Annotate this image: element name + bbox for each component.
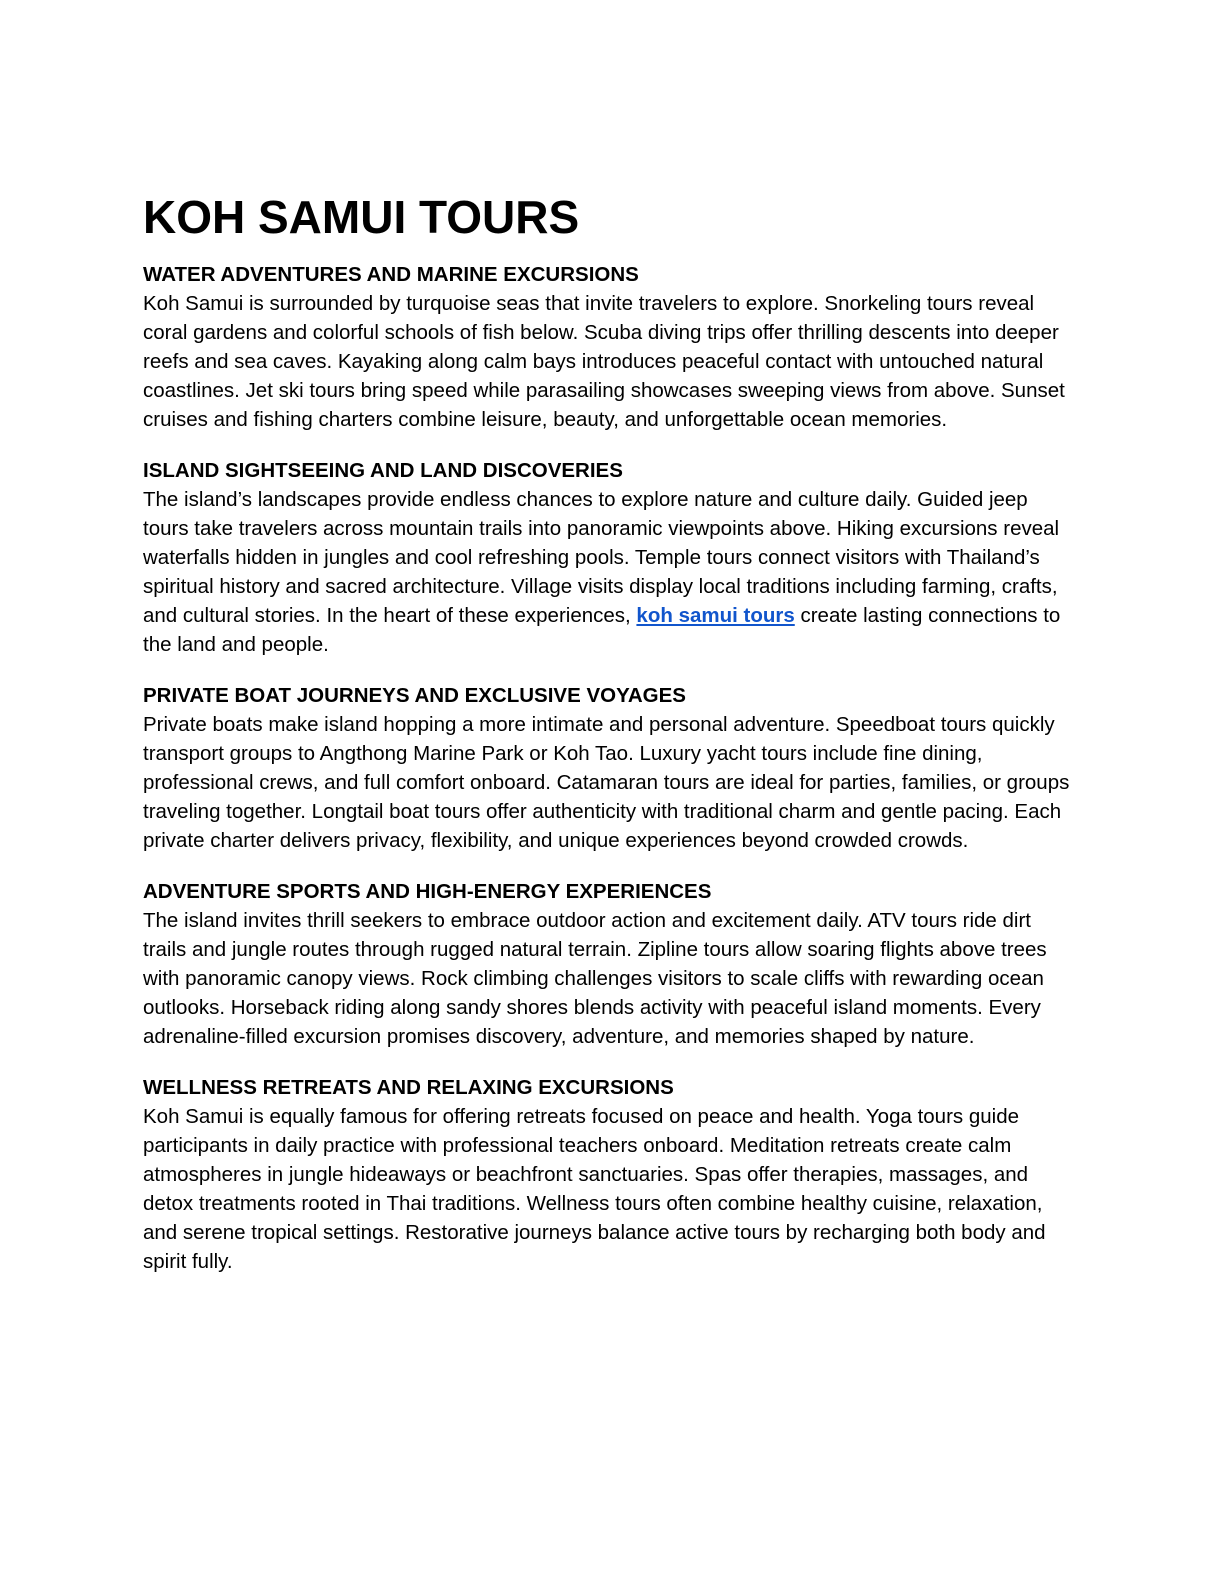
section-body: The island invites thrill seekers to embrace outdoor action and excitement daily. ATV tours ride dirt trails and jungle routes through rugged natural terrain. Zipline tours allow soaring flights above trees with panoramic canopy views. Rock climbing challenges visitors to scale cliffs with rewarding ocean outlooks. Horseback riding along sandy shores blends activity with peaceful island moments. Every adrenaline-filled excursion promises discovery, adventure, and memories shaped by nature. xyxy=(143,909,1047,1048)
section-heading: ADVENTURE SPORTS AND HIGH-ENERGY EXPERIENCES xyxy=(143,880,712,903)
section-private-boat xyxy=(143,681,1073,855)
body-text-before-link: The island’s landscapes provide endless chances to explore nature and culture daily. Guided jeep tours take travelers across mountain trails into panoramic viewpoints above. Hiking excursions reveal waterfalls hidden in jungles and cool refreshing pools. Temple tours connect visitors with Thailand’s spiritual history and sacred architecture. Village visits display local traditions including farming, crafts, and cultural stories. In the heart of these experiences, xyxy=(143,488,1060,627)
document-page xyxy=(143,188,1073,1298)
body-text-after-link: create lasting connections to the land and people. xyxy=(143,604,1061,656)
koh-samui-tours-link[interactable]: koh samui tours xyxy=(636,604,795,627)
section-heading: PRIVATE BOAT JOURNEYS AND EXCLUSIVE VOYAGES xyxy=(143,684,686,707)
section-island-sightseeing xyxy=(143,456,1073,659)
section-heading: WELLNESS RETREATS AND RELAXING EXCURSIONS xyxy=(143,1076,674,1099)
section-body: Private boats make island hopping a more intimate and personal adventure. Speedboat tours quickly transport groups to Angthong Marine Park or Koh Tao. Luxury yacht tours include fine dining, professional crews, and full comfort onboard. Catamaran tours are ideal for parties, families, or groups traveling together. Longtail boat tours offer authenticity with traditional charm and gentle pacing. Each private charter delivers privacy, flexibility, and unique experiences beyond crowded crowds. xyxy=(143,713,1070,852)
section-body: Koh Samui is surrounded by turquoise seas that invite travelers to explore. Snorkeling tours reveal coral gardens and colorful schools of fish below. Scuba diving trips offer thrilling descents into deeper reefs and sea caves. Kayaking along calm bays introduces peaceful contact with untouched natural coastlines. Jet ski tours bring speed while parasailing showcases sweeping views from above. Sunset cruises and fishing charters combine leisure, beauty, and unforgettable ocean memories. xyxy=(143,292,1065,431)
section-body: Koh Samui is equally famous for offering retreats focused on peace and health. Yoga tours guide participants in daily practice with professional teachers onboard. Meditation retreats create calm atmospheres in jungle hideaways or beachfront sanctuaries. Spas offer therapies, massages, and detox treatments rooted in Thai traditions. Wellness tours often combine healthy cuisine, relaxation, and serene tropical settings. Restorative journeys balance active tours by recharging both body and spirit fully. xyxy=(143,1105,1046,1273)
section-heading: ISLAND SIGHTSEEING AND LAND DISCOVERIES xyxy=(143,459,623,482)
section-heading: WATER ADVENTURES AND MARINE EXCURSIONS xyxy=(143,263,639,286)
section-body xyxy=(143,485,1073,659)
section-adventure-sports xyxy=(143,877,1073,1051)
document-title: KOH SAMUI TOURS xyxy=(143,191,580,243)
section-wellness-retreats xyxy=(143,1073,1073,1276)
section-water-adventures xyxy=(143,260,1073,434)
